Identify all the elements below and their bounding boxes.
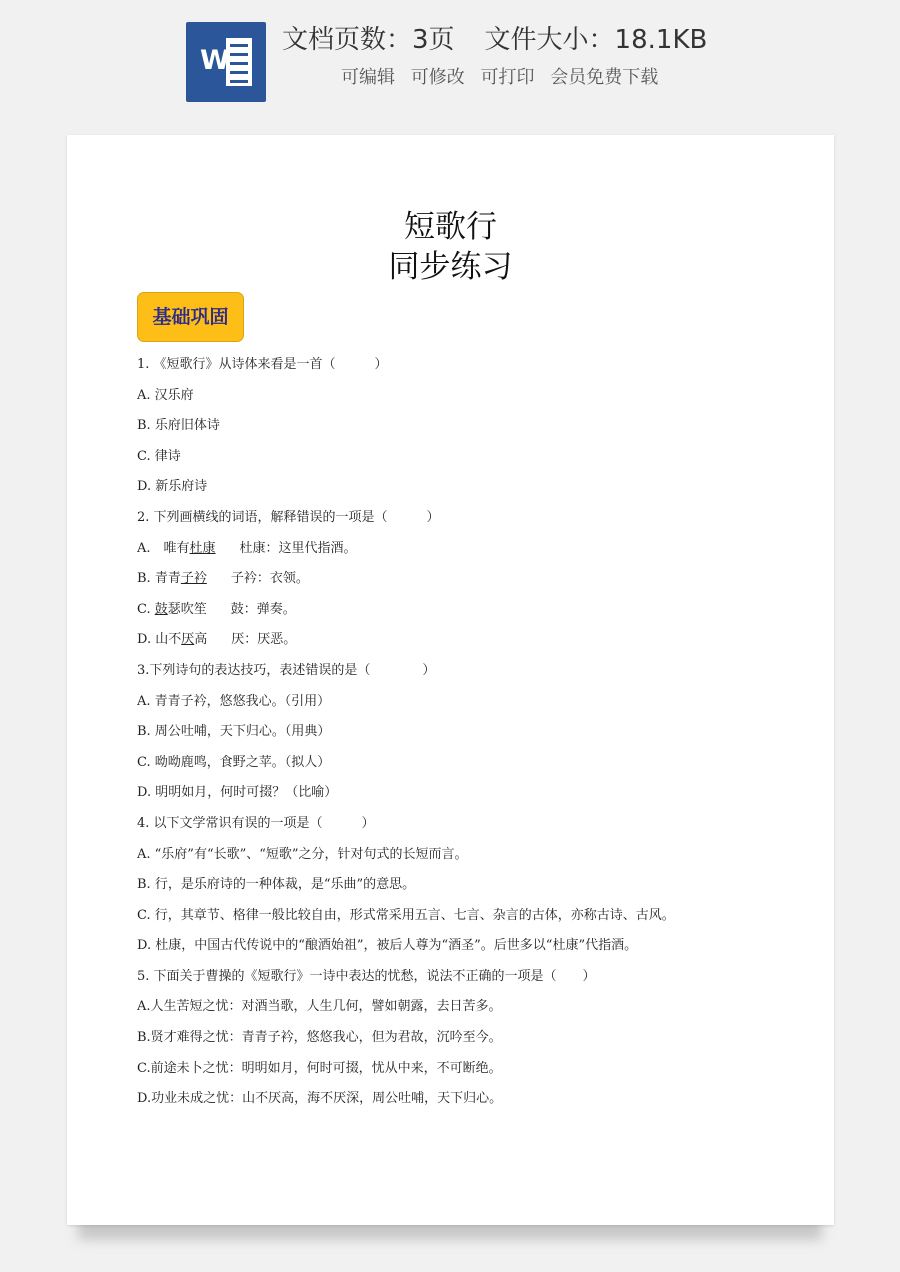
question-3-option-b: B. 周公吐哺，天下归心。（用典） [137, 724, 331, 740]
document-title: 短歌行 [404, 209, 497, 245]
word-document-icon [186, 22, 266, 102]
download-banner [0, 0, 900, 118]
option-gloss: 厌：厌恶。 [231, 632, 297, 648]
question-5-option-b: B.贤才难得之忧：青青子衿，悠悠我心，但为君故，沉吟至今。 [137, 1030, 502, 1046]
question-2-option-c [137, 595, 797, 626]
document-lines-icon [226, 38, 252, 86]
question-4-option-b: B. 行，是乐府诗的一种体裁，是“乐曲”的意思。 [137, 877, 416, 893]
permission-member-download: 会员免费下载 [550, 67, 659, 88]
document-page [67, 135, 834, 1225]
file-size: 文件大小：18.1KB [484, 25, 708, 55]
question-3-stem: 3.下列诗句的表达技巧，表述错误的是（ ） [137, 662, 436, 678]
question-4-stem: 4. 以下文学常识有误的一项是（ ） [137, 815, 375, 831]
question-5-stem: 5. 下面关于曹操的《短歌行》一诗中表达的忧愁，说法不正确的一项是（ ） [137, 968, 596, 984]
page-count: 文档页数：3页 [282, 25, 455, 55]
question-2-option-a [137, 534, 797, 565]
question-5-option-a: A.人生苦短之忧：对酒当歌，人生几何，譬如朝露，去日苦多。 [137, 999, 502, 1015]
question-1-option-b: B. 乐府旧体诗 [137, 418, 220, 434]
option-gloss: 杜康：这里代指酒。 [239, 540, 357, 556]
document-subtitle: 同步练习 [388, 249, 513, 285]
option-gloss: 子衿：衣领。 [230, 571, 309, 587]
question-list [137, 350, 797, 1115]
permission-list [341, 66, 658, 90]
option-text-rest: 高 [194, 632, 208, 648]
question-1-option-d: D. 新乐府诗 [137, 479, 208, 495]
underlined-word: 子衿 [180, 571, 207, 587]
underlined-word: 杜康 [189, 540, 216, 556]
word-logo-letter: W [200, 45, 230, 76]
question-2-option-d [137, 625, 797, 656]
question-4-option-a: A. “乐府”有“长歌”、“短歌”之分，针对句式的长短而言。 [137, 846, 468, 862]
question-1-stem: 1. 《短歌行》从诗体来看是一首（ ） [137, 357, 388, 372]
option-text: A. 唯有 [137, 540, 190, 556]
question-3-option-c: C. 呦呦鹿鸣，食野之苹。（拟人） [137, 754, 331, 770]
underlined-word: 厌 [181, 632, 195, 648]
question-4-option-c: C. 行，其章节、格律一般比较自由，形式常采用五言、七言、杂言的古体，亦称古诗、古风。 [137, 907, 675, 923]
question-3-option-d: D. 明明如月，何时可掇？（比喻） [137, 785, 338, 801]
question-2-option-b [137, 564, 797, 595]
section-badge: 基础巩固 [137, 292, 244, 342]
question-1-option-c: C. 律诗 [137, 448, 181, 464]
permission-printable: 可打印 [480, 67, 535, 88]
file-meta [282, 22, 707, 58]
question-2-stem: 2. 下列画横线的词语，解释错误的一项是（ ） [137, 509, 440, 525]
permission-modifiable: 可修改 [410, 67, 465, 88]
question-3-option-a: A. 青青子衿，悠悠我心。（引用） [137, 693, 331, 709]
question-1-option-a: A. 汉乐府 [137, 387, 194, 403]
option-text: C. [137, 601, 155, 617]
option-text-rest: 瑟吹笙 [167, 601, 207, 617]
option-text: D. 山不 [137, 632, 182, 648]
underlined-word: 鼓 [154, 601, 168, 617]
question-5-option-c: C.前途未卜之忧：明明如月，何时可掇，忧从中来，不可断绝。 [137, 1060, 502, 1076]
option-text: B. 青青 [137, 571, 181, 587]
option-gloss: 鼓：弹奏。 [230, 601, 296, 617]
permission-editable: 可编辑 [341, 67, 395, 88]
question-5-option-d: D.功业未成之忧：山不厌高，海不厌深，周公吐哺，天下归心。 [137, 1091, 503, 1107]
question-4-option-d: D. 杜康，中国古代传说中的“酿酒始祖”，被后人尊为“酒圣”。后世多以“杜康”代指酒。 [137, 938, 638, 954]
